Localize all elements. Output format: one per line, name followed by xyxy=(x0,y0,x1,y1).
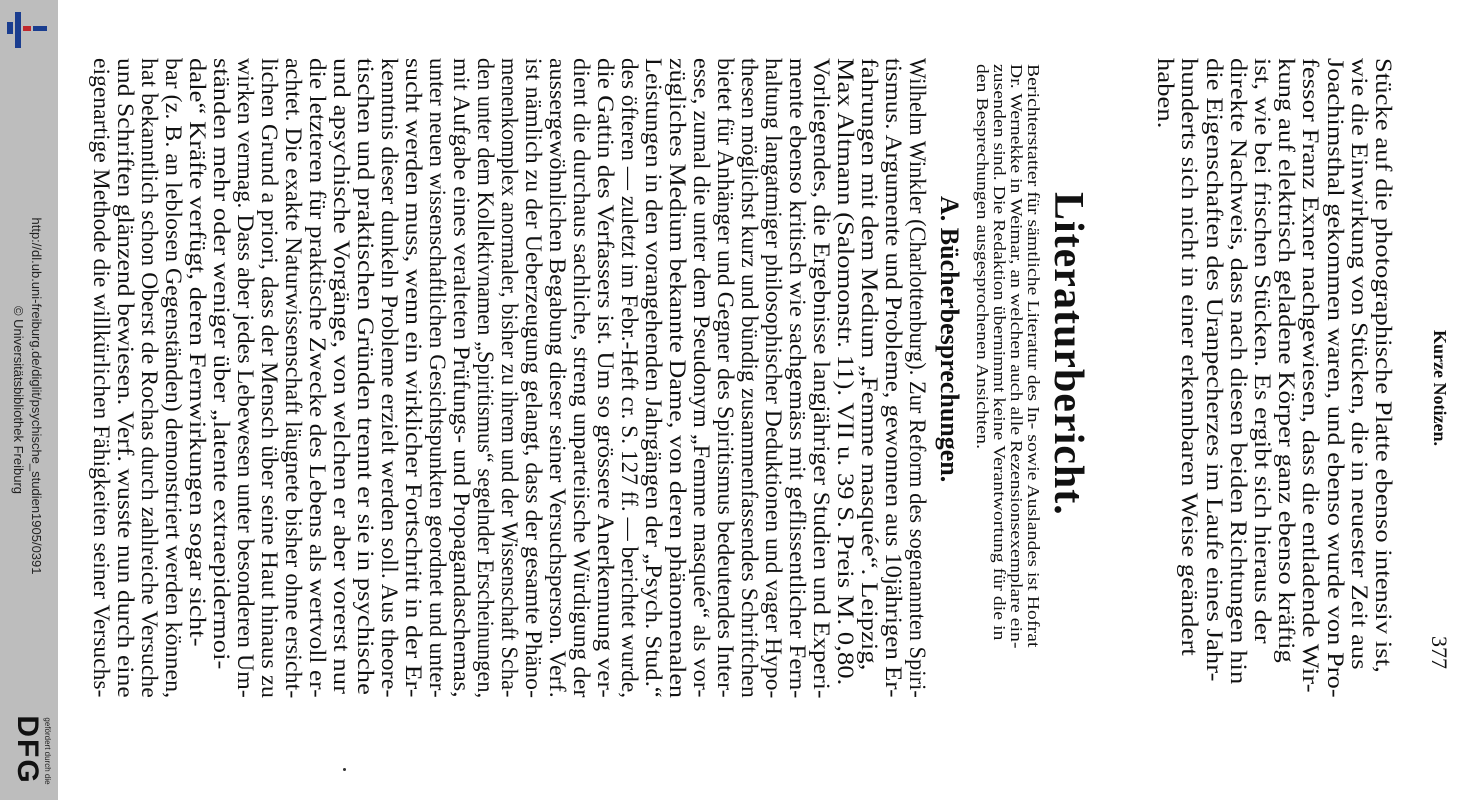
text-line: mit Aufgabe eines veralteten Prüfungs- und Propagandaschemas, xyxy=(449,58,474,698)
text-line: hat bekanntlich schon Oberst de Rochas durch zahlreiche Versuche xyxy=(137,58,162,698)
intro-line: Dr. Wernekke in Weimar, an welchen auch alle Rezensionsexemplare ein- xyxy=(1007,64,1026,649)
text-line: bar (z. B. an leblosen Gegenständen) demonstriert werden können, xyxy=(161,58,186,699)
text-line: lichen Grund a priori, dass der Mensch über seine Haut hinaus zu xyxy=(257,58,282,699)
text-line: kung auf elektrisch geladene Körper ganz ebenso kräftig xyxy=(1274,58,1300,663)
text-line: die letzteren für praktische Zwecke des Lebens als wertvoll er- xyxy=(305,58,330,698)
text-line: Max Altmann (Salomonstr. 11). VII u. 39 S. Preis M. 0,80. xyxy=(833,58,858,686)
dfg-logo: DFG xyxy=(11,715,44,785)
text-line: ständen mehr oder weniger über „latente extraepidermoi- xyxy=(209,58,234,670)
text-line: menenkomplex anormaler, bisher zu ihrem und der Wissenschaft Scha- xyxy=(497,58,522,698)
text-line: tismus. Argumente und Probleme, gewonnen aus 10jährigen Er- xyxy=(881,58,906,698)
text-line: Wilhelm Winkler (Charlottenburg). Zur Reform des sogenannten Spiri- xyxy=(905,58,930,698)
intro-line: den Besprechungen ausgesprochenen Ansichten. xyxy=(973,64,992,450)
text-line: fahrungen mit dem Medium „Femme masquée“. Leipzig, xyxy=(857,58,882,671)
text-line: tischen und praktischen Gründen trennt er sie in psychische xyxy=(353,58,378,696)
text-line: thesen möglichst kurz und bündig zusammenfassendes Schriftchen xyxy=(737,58,762,698)
text-line: direkte Nachweis, dass nach diesen beiden Richtungen hin xyxy=(1225,58,1251,685)
intro-line: Berichterstatter für sämtliche Literatur des In- sowie Auslandes ist Hofrat xyxy=(1024,64,1043,648)
text-line: und apsychische Vorgänge, von welchen er aber vorerst nur xyxy=(329,58,354,695)
text-line: dale“ Kräfte verfügt, deren Fernwirkungen sogar sicht- xyxy=(185,58,210,647)
text-line: fessor Franz Exner nachgewiesen, dass die entladende Wir- xyxy=(1298,58,1324,693)
source-url[interactable]: http://dl.ub.uni-freiburg.de/diglit/psychische_studien1905/0391 xyxy=(29,217,44,575)
text-line: ist, wie bei frischen Stücken. Es ergibt sich hieraus der xyxy=(1250,58,1275,644)
document-page xyxy=(60,0,1472,800)
page-number: 377 xyxy=(1427,636,1452,669)
text-line: unter neuen wissenschaftlichen Gesichtspunkten geordnet und unter- xyxy=(425,58,450,698)
text-line: bietet für Anhänger und Gegner des Spiritismus bedeutendes Inter- xyxy=(713,58,738,698)
text-line: zügliches Medium bekannte Dame, von deren phänomenalen xyxy=(665,58,690,699)
text-line: hunderts sich nicht in einer erkennbaren Weise geändert xyxy=(1177,58,1203,656)
text-line: dient die durchaus sachliche, streng unparteiische Würdigung der xyxy=(569,58,594,698)
text-line: ist nämlich zu der Ueberzeugung gelangt, dass der gesamte Phäno- xyxy=(521,58,546,699)
intro-line: zusenden sind. Die Redaktion übernimmt keine Verantwortung für die in xyxy=(990,64,1009,641)
subsection-title: A. Bücherbesprechungen. xyxy=(935,196,964,483)
text-line: aussergewöhnlichen Begabung dieser seiner Versuchsperson. Verf. xyxy=(545,58,570,698)
text-line: achtet. Die exakte Naturwissenschaft läugnete bisher ohne ersicht- xyxy=(281,58,306,699)
copyright-text: © Universitätsbibliothek Freiburg xyxy=(11,305,26,495)
viewer-sidebar xyxy=(0,0,58,800)
text-line: wie die Einwirkung von Stücken, die in neuester Zeit aus xyxy=(1346,58,1372,670)
text-line: Vorliegendes, die Ergebnisse langjähriger Studien und Experi- xyxy=(809,58,834,699)
ub-freiburg-logo-icon[interactable] xyxy=(5,8,49,53)
text-line: Leistungen in den vorangehenden Jahrgängen der „Psych. Stud.“ xyxy=(641,58,666,698)
text-line: esse, zumal die unter dem Pseudonym „Femme masquée“ als vor- xyxy=(689,58,714,698)
rotated-page-content xyxy=(60,0,1472,800)
sponsor-small-text: gefördert durch die xyxy=(43,717,52,785)
text-line: haltung langatmiger philosophischer Deduktionen und vager Hypo- xyxy=(761,58,786,699)
text-line: Stücke auf die photographische Platte ebenso intensiv ist, xyxy=(1371,58,1396,673)
text-line: des öfteren — zuletzt im Febr.-Heft cr. S. 127 ff. — berichtet wurde, xyxy=(617,58,642,699)
text-line: die Eigenschaften des Uranpecherzes im Laufe eines Jahr- xyxy=(1201,58,1227,682)
running-header-title: Kurze Notizen. xyxy=(1430,330,1450,446)
text-line: den unter dem Kollektivnamen „Spiritismus“ segelnder Erscheinungen, xyxy=(473,58,498,699)
text-line: eigenartige Methode die willkürlichen Fähigkeiten seiner Versuchs- xyxy=(89,58,114,698)
text-line: sucht werden muss, wenn ein wirklicher Fortschritt in der Er- xyxy=(401,58,426,698)
text-line: mente ebenso kritisch wie sachgemäss mit geflissentlicher Fern- xyxy=(785,58,810,699)
text-line: die Gattin des Verfassers ist. Um so grössere Anerkennung ver- xyxy=(593,58,618,698)
speck xyxy=(343,768,346,771)
text-line: haben. xyxy=(1153,58,1179,129)
text-line: wirken vermag. Dass aber jedes Lebewesen unter besonderen Um- xyxy=(233,58,258,698)
text-line: Joachimsthal gekommen waren, und ebenso wurde von Pro- xyxy=(1322,58,1348,698)
text-line: und Schriften glänzend bewiesen. Verf. wusste nun durch eine xyxy=(113,58,138,698)
section-title: Literaturbericht. xyxy=(1045,192,1091,516)
text-line: kenntnis dieser dunkeln Probleme erzielt werden soll. Aus theore- xyxy=(377,58,402,698)
